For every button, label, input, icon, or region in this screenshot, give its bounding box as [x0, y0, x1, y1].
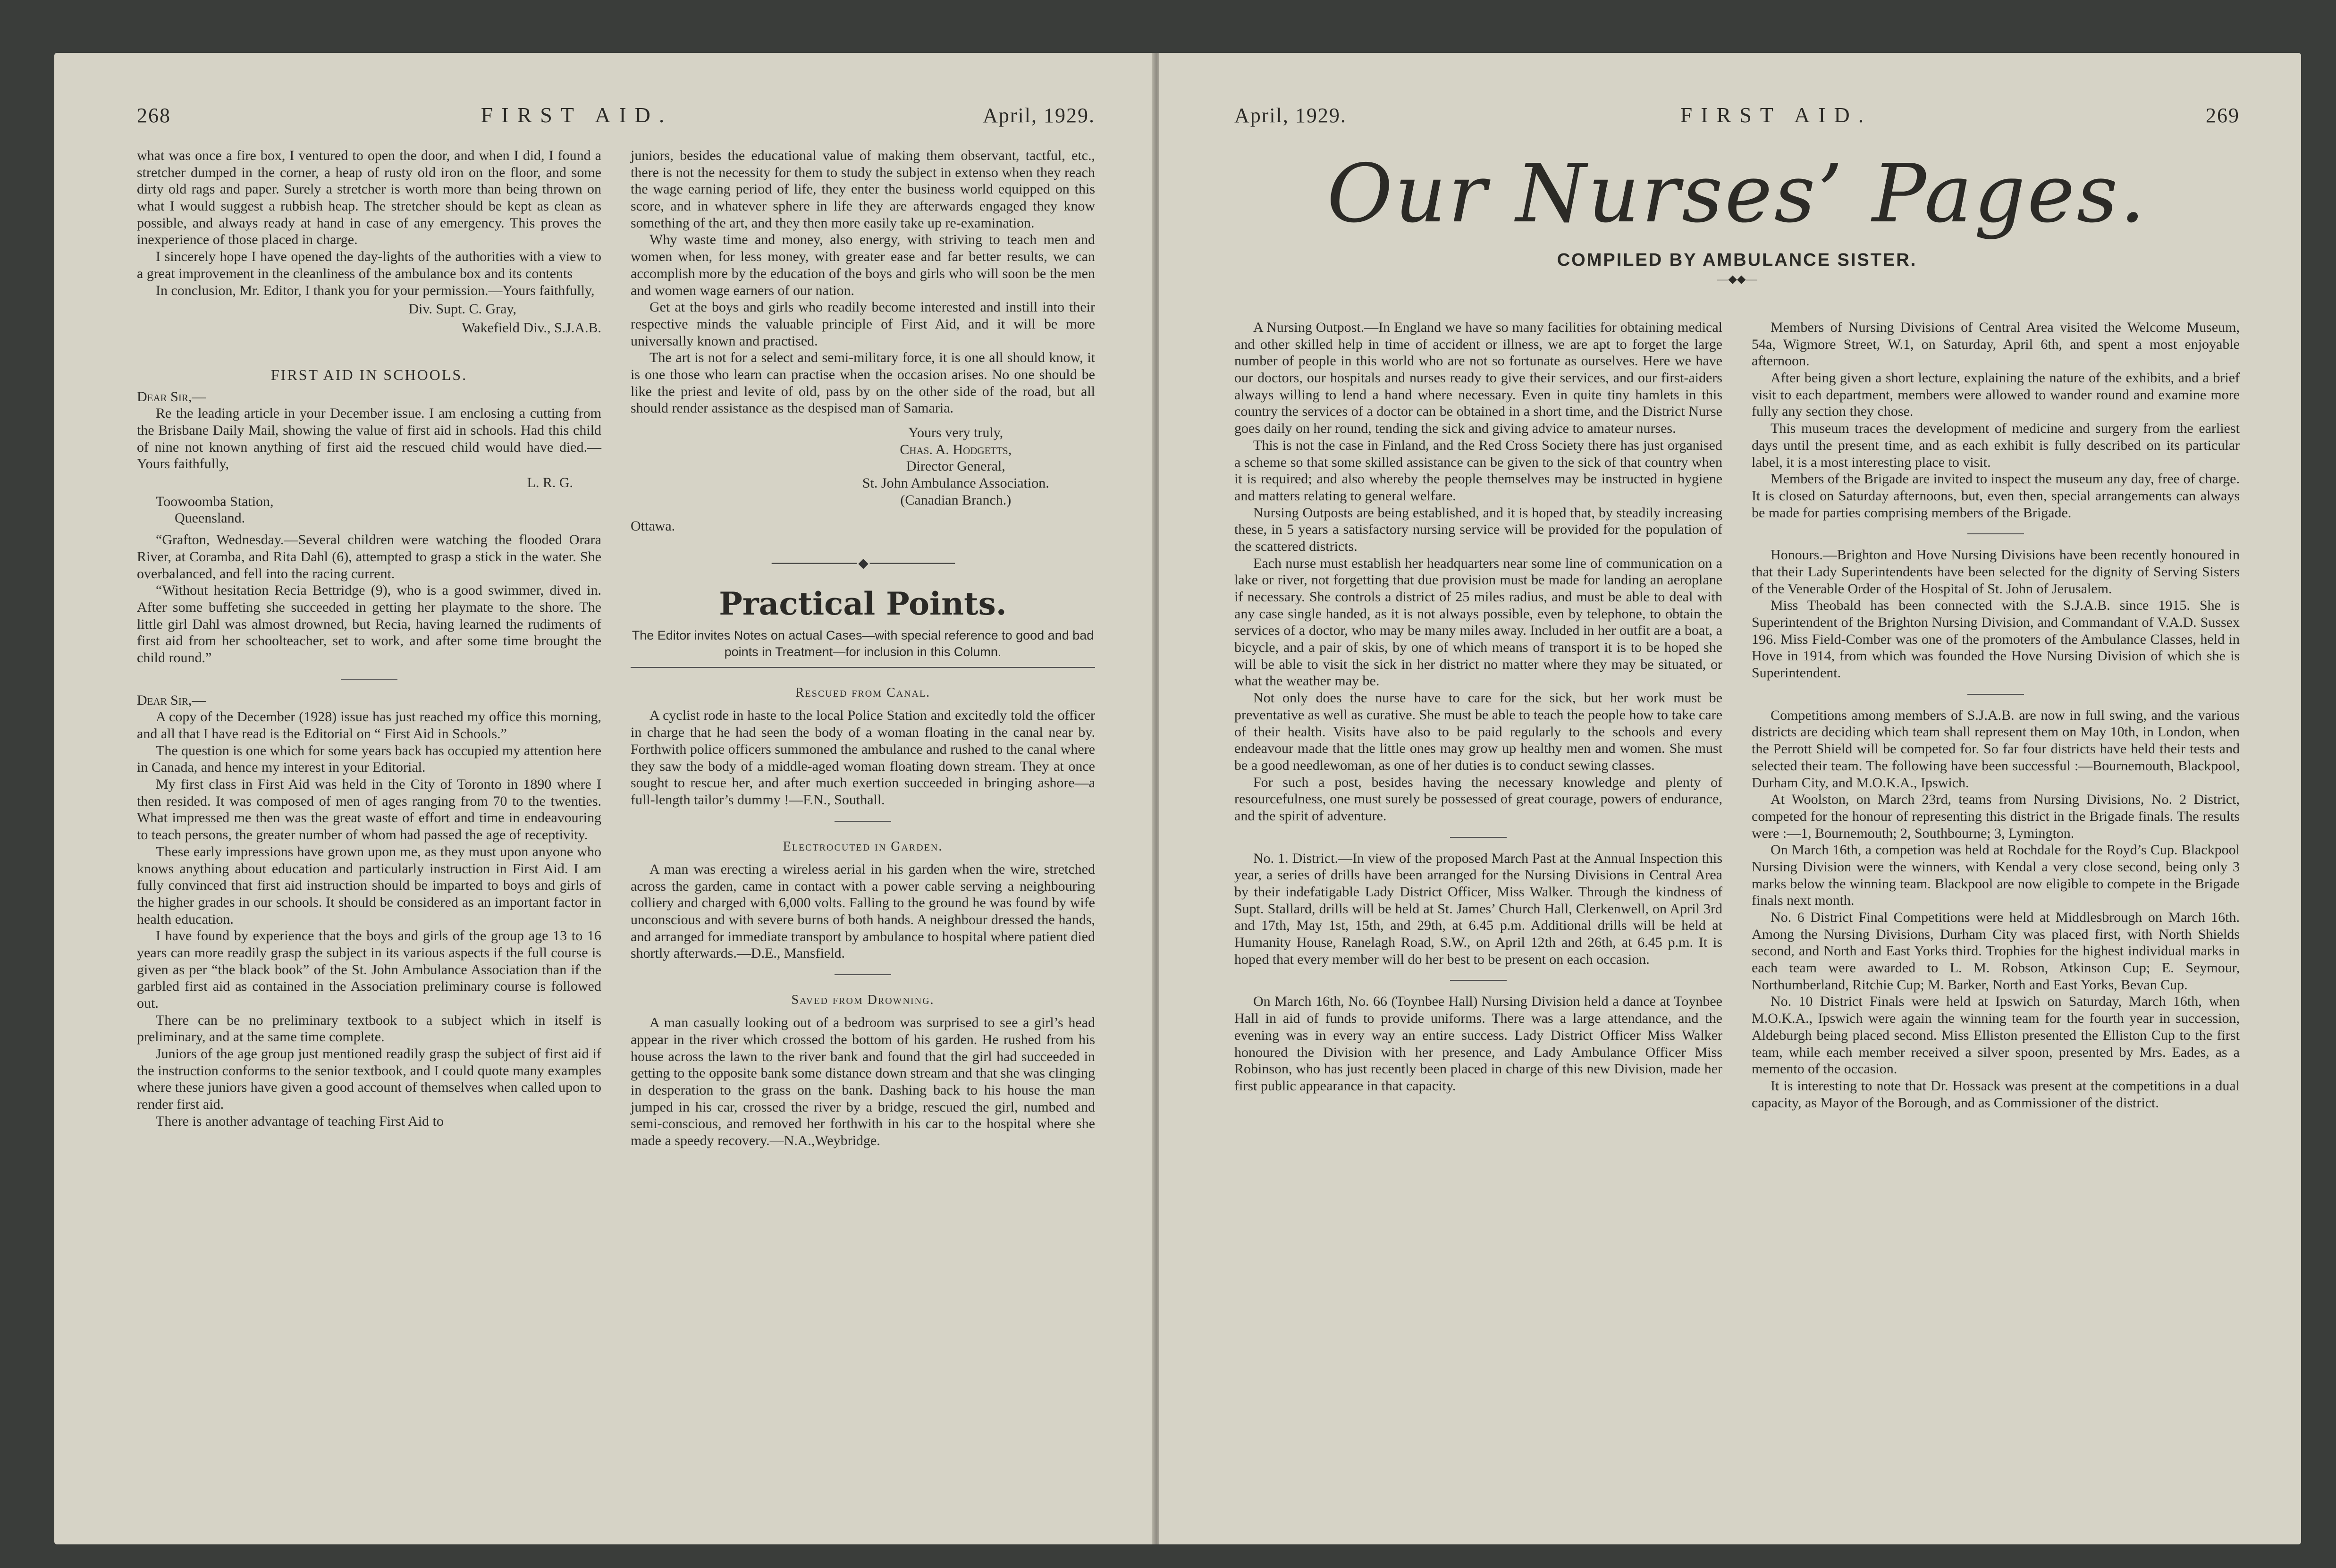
- divider: [835, 974, 891, 975]
- paragraph: juniors, besides the educational value of making them observant, tactful, etc., there is not the necessity for them to study the subject in extenso when they reach the wage earning period of life, they enter the business world equipped on this score, and in whatever sphere in life they are afterwards engaged they know something of the art, and they then more easily take up re-examination.: [631, 148, 1095, 231]
- page-title: Our Nurses’ Pages.: [1327, 147, 2147, 241]
- paragraph: A cyclist rode in haste to the local Police Station and excitedly told the officer in charge that he had seen the body of a woman floating in the canal near by. Forthwith police officers summoned the ambulance and rushed to the canal where they saw the body of a middle-aged woman floating down stream. They at once sought to rescue her, and after much exertion succeeded in bringing ashore—a full-length tailor’s dummy !—F.N., Southall.: [631, 708, 1095, 808]
- left-page: [54, 53, 1152, 1544]
- page-header: [1234, 102, 2240, 127]
- paragraph: No. 6 District Final Competitions were held at Middlesbrough on March 16th. Among the Nursing Divisions, Durham City was placed first, with North Shields second, and North and East Yorks third. Trophies for the highest individual marks in each team were awarded to L. M. Robson, Atkinson Cup; E. Seymour, Northumberland, Ritchie Cup; M. Barker, North and East Yorks, Bevan Cup.: [1752, 910, 2240, 993]
- divider: [1967, 694, 2024, 695]
- address-line: Toowoomba Station,: [156, 493, 274, 509]
- paragraph: Miss Theobald has been connected with the S.J.A.B. since 1915. She is Superintendent of the Brighton Nursing Division, and Commandant of V.A.D. Sussex 196. Miss Field-Comber was one of the promoters of the Ambulance Classes, held in Hove in 1914, from which was founded the Hove Nursing Division of which she is Superintendent.: [1752, 598, 2240, 681]
- paragraph: Members of Nursing Divisions of Central Area visited the Welcome Museum, 54a, Wigmore Street, W.1, on Saturday, April 6th, and spent a most enjoyable afternoon.: [1752, 320, 2240, 369]
- paragraph: At Woolston, on March 23rd, teams from Nursing Divisions, No. 2 District, competed for the honour of representing this district in the Brigade finals. The results were :—1, Bournemouth; 2, Southbourne; 3, Lymington.: [1752, 792, 2240, 841]
- paragraph: Juniors of the age group just mentioned readily grasp the subject of first aid if the instruction conforms to the senior textbook, and I could quote many examples where these juniors have given a good account of themselves when called upon to render first aid.: [137, 1046, 601, 1113]
- story-heading: Saved from Drowning.: [791, 993, 935, 1008]
- page-number: 268: [137, 104, 171, 127]
- paragraph: My first class in First Aid was held in the City of Toronto in 1890 where I then resided. It was composed of men of ages ranging from 70 to the twenties. What impressed me then was the great waste of effort and time in endeavouring to teach persons, the greater number of whom had passed the age of receptivity.: [137, 776, 601, 843]
- section-title: Practical Points.: [719, 585, 1007, 623]
- paragraph: Competitions among members of S.J.A.B. are now in full swing, and the various districts are deciding which team shall represent them on May 10th, in London, when the Perrott Shield will be competed for. So far four districts have held their tests and selected their team. The following have been successful :—Bournemouth, Blackpool, Durham City, and M.O.K.A., Ipswich.: [1752, 707, 2240, 791]
- signature-line: (Canadian Branch.): [900, 492, 1012, 508]
- paragraph: The question is one which for some years back has occupied my attention here in Canada, and hence my interest in your Editorial.: [137, 742, 601, 776]
- ornamental-divider: ────────── ◆ ──────────: [771, 556, 954, 571]
- paragraph: Nursing Outposts are being established, and it is hoped that, by steadily increasing these, in 5 years a satisfactory nursing service will be provided for the population of the scattered districts.: [1234, 505, 1722, 554]
- editor-note: The Editor invites Notes on actual Cases—with special reference to good and bad points in Treatment—for inclusion in this Column.: [631, 627, 1095, 668]
- story-heading: Rescued from Canal.: [795, 685, 931, 700]
- salutation: Dear Sir,—: [137, 388, 206, 405]
- paragraph: Honours.—Brighton and Hove Nursing Divisions have been recently honoured in that their Lady Superintendents have been selected for the dignity of Serving Sisters of the Venerable Order of the Hospital of St. John of Jerusalem.: [1752, 547, 2240, 597]
- section-title: FIRST AID IN SCHOOLS.: [270, 366, 468, 383]
- issue-date: April, 1929.: [1234, 104, 1347, 127]
- paragraph: I have found by experience that the boys and girls of the group age 13 to 16 years can more readily grasp the subject in its various aspects if the full course is given as per “the black book” of the St. John Ambulance Association than if the garbled first aid as contained in the Association preliminary course is followed out.: [137, 928, 601, 1012]
- signature-line: Director General,: [906, 458, 1005, 474]
- story-heading: Electrocuted in Garden.: [783, 839, 943, 854]
- paragraph: This museum traces the development of medicine and surgery from the earliest days until the present time, and as each exhibit is fully described on its particular label, it is a most interesting place to visit.: [1752, 421, 2240, 470]
- address-line: Queensland.: [175, 510, 245, 526]
- divider: [835, 821, 891, 822]
- right-page: [1159, 53, 2301, 1544]
- paragraph: This is not the case in Finland, and the Red Cross Society there has just organised a scheme so that some skilled assistance can be given to the sick of that country when it is required; and also whereby the people themselves may be instructed in hygiene and matters relating to general welfare.: [1234, 437, 1722, 504]
- page-number: 269: [2205, 104, 2240, 127]
- paragraph: A man casually looking out of a bedroom was surprised to see a girl’s head appear in the river which crossed the bottom of his garden. He rushed from his house across the lawn to the river bank and found that the girl had succeeded in getting to the opposite bank some distance down stream and that she was clinging in desperation to the grass on the bank. Dashing back to his house the man jumped in his car, crossed the river by a bridge, rescued the girl, numbed and semi-conscious, and removed her forthwith in his car to the hospital where she made a speedy recovery.—N.A.,Weybridge.: [631, 1015, 1095, 1149]
- page-header: [137, 102, 1095, 127]
- paragraph: There can be no preliminary textbook to a subject which in itself is preliminary, and at the same time complete.: [137, 1012, 601, 1045]
- paragraph: No. 1. District.—In view of the proposed March Past at the Annual Inspection this year, a series of drills have been arranged for the Nursing Divisions in Central Area by their indefatigable Lady District Officer, Miss Walker. Through the kindness of Supt. Stallard, drills will be held at St. James’ Church Hall, Clerkenwell, on April 3rd and 17th, May 1st, 15th, and 29th, at 6.45 p.m. Additional drills will be held at Humanity House, Ranelagh Road, S.W., on April 12th and 26th, at 6.45 p.m. It is hoped that every member will do her best to be present on each occasion.: [1234, 850, 1722, 967]
- signature: Wakefield Div., S.J.A.B.: [462, 320, 601, 336]
- issue-date: April, 1929.: [983, 104, 1095, 127]
- divider: [1450, 980, 1507, 981]
- left-column-2: [631, 147, 1095, 1149]
- right-column-2: [1752, 319, 2240, 1111]
- paragraph: In conclusion, Mr. Editor, I thank you for your permission.—Yours faithfully,: [156, 282, 595, 298]
- journal-title: FIRST AID.: [1680, 103, 1872, 127]
- paragraph: Re the leading article in your December issue. I am enclosing a cutting from the Brisbane Daily Mail, showing the value of first aid in schools. Had this child of nine not known anything of first aid the rescued child would have died.—Yours faithfully,: [137, 405, 601, 472]
- paragraph: For such a post, besides having the necessary knowledge and plenty of resourcefulness, one must surely be possessed of great courage, powers of endurance, and the spirit of adventure.: [1234, 774, 1722, 824]
- paragraph: Not only does the nurse have to care for the sick, but her work must be preventative as well as curative. She must be able to teach the people how to take care of their health. Visits have also to be paid regularly to the schools and every endeavour made that the little ones may grow up healthy men and women. She must be a good needlewoman, as one of her duties is to conduct sewing classes.: [1234, 690, 1722, 773]
- paragraph: A Nursing Outpost.—In England we have so many facilities for obtaining medical and other skilled help in time of accident or illness, we are apt to forget the large number of people in this world who are not so fortunate as ourselves. Here we have our doctors, our hospitals and nurses ready to give their services, and our first-aiders always willing to lend a hand where necessary. Even in quite tiny hamlets in this country the services of a doctor can be obtained in a short time, and the District Nurse goes daily on her round, tending the sick and giving advice to amateur nurses.: [1234, 320, 1722, 437]
- journal-title: FIRST AID.: [481, 103, 673, 127]
- signature: L. R. G.: [527, 475, 573, 491]
- quoted-paragraph: “Without hesitation Recia Bettridge (9), who is a good swimmer, dived in. After some buffeting she succeeded in getting her playmate to the shore. The little girl Dahl was almost drowned, but Recia, having learned the rudiments of first aid from her schoolteacher, set to work, and after some time brought the child round.”: [137, 582, 601, 666]
- paragraph: On March 16th, No. 66 (Toynbee Hall) Nursing Division held a dance at Toynbee Hall in aid of funds to provide uniforms. There was a large attendance, and the evening was in every way an entire success. Lady District Officer Miss Walker honoured the Division with her presence, and Lady Ambulance Officer Miss Robinson, who has just recently been placed in charge of this new Division, made her first public appearance in that capacity.: [1234, 994, 1722, 1094]
- divider: [341, 679, 397, 680]
- paragraph: what was once a fire box, I ventured to open the door, and when I did, I found a stretcher dumped in the corner, a heap of rusty old iron on the floor, and some dirty old rags and paper. Surely a stretcher is worth more than being thrown on what I would suggest a rubbish heap. The stretcher should be kept as clean as possible, and always ready at hand in case of any emergency. This proves the inexperience of those placed in charge.: [137, 148, 601, 248]
- ornament-icon: —◆◆—: [1717, 273, 1757, 286]
- paragraph: I sincerely hope I have opened the day-lights of the authorities with a view to a great improvement in the cleanliness of the ambulance box and its contents: [137, 249, 601, 281]
- byline: COMPILED BY AMBULANCE SISTER.: [1557, 250, 1917, 270]
- quoted-paragraph: “Grafton, Wednesday.—Several children were watching the flooded Orara River, at Coramba, and Rita Dahl (6), attempted to grasp a stick in the water. She overbalanced, and fell into the racing current.: [137, 532, 601, 582]
- paragraph: Why waste time and money, also energy, with striving to teach men and women when, for less money, with greater ease and far better results, we can accomplish more by the education of the boys and girls who will soon be the men and women wage earners of our nation.: [631, 232, 1095, 298]
- paragraph: A copy of the December (1928) issue has just reached my office this morning, and all that I have read is the Editorial on “ First Aid in Schools.”: [137, 709, 601, 742]
- paragraph: No. 10 District Finals were held at Ipswich on Saturday, March 16th, when M.O.K.A., Ipswich were again the winning team for the fourth year in succession, Aldeburgh being placed second. Miss Elliston presented the Elliston Cup to the first team, while each member received a silver spoon, presented by Mrs. Eades, as a memento of the occasion.: [1752, 994, 2240, 1077]
- paragraph: These early impressions have grown upon me, as they must upon anyone who knows anything about education and particularly instruction in First Aid. I am fully convinced that first aid instruction should be imparted to boys and girls of the higher grades in our schools. It should be considered as an important factor in health education.: [137, 843, 601, 927]
- left-column-1: [137, 147, 601, 1149]
- signature-block: [817, 424, 1095, 508]
- paragraph: Get at the boys and girls who readily become interested and instill into their respective minds the valuable principle of First Aid, and it will be more universally known and practised.: [631, 299, 1095, 349]
- paragraph: On March 16th, a competion was held at Rochdale for the Royd’s Cup. Blackpool Nursing Division were the winners, with Kendal a very close second, being only 3 marks below the winning team. Blackpool are now eligible to compete in the Brigade finals next month.: [1752, 842, 2240, 909]
- signature: Div. Supt. C. Gray,: [408, 301, 516, 317]
- right-column-1: [1234, 319, 1722, 1111]
- paragraph: After being given a short lecture, explaining the nature of the exhibits, and a brief visit to each department, members were allowed to wander round and examine more fully any section they chose.: [1752, 370, 2240, 420]
- paragraph: Members of the Brigade are invited to inspect the museum any day, free of charge. It is closed on Saturday afternoons, but, even then, special arrangements can always be made for parties comprising members of the Brigade.: [1752, 471, 2240, 521]
- signature-line: Yours very truly,: [908, 425, 1004, 440]
- signature-line: Chas. A. Hodgetts,: [900, 441, 1012, 457]
- paragraph: The art is not for a select and semi-military force, it is one all should know, it is one those who learn can practise when the occasion arises. No one should be like the priest and levite of old, pass by on the other side of the road, but all should render assistance as the despised man of Samaria.: [631, 350, 1095, 416]
- divider: [1967, 533, 2024, 534]
- paragraph: There is another advantage of teaching First Aid to: [156, 1113, 444, 1129]
- place-line: Ottawa.: [631, 518, 675, 534]
- divider: [1450, 837, 1507, 838]
- paragraph: A man was erecting a wireless aerial in his garden when the wire, stretched across the garden, came in contact with a power cable serving a neighbouring colliery and charged with 6,000 volts. Falling to the ground he was found by wife unconscious and with severe burns of both hands. A neighbour dressed the hands, and arranged for immediate transport by ambulance to hospital where patient died shortly afterwards.—D.E., Mansfield.: [631, 861, 1095, 961]
- signature-line: St. John Ambulance Association.: [862, 475, 1049, 491]
- paragraph: Each nurse must establish her headquarters near some line of communication on a lake or river, not forgetting that due provision must be made for landing an aeroplane if necessary. She controls a district of 25 miles radius, and must be able to deal with any case single handed, as it is not always possible, even by telephone, to obtain the services of a doctor, who may be many miles away. Included in her outfit are a boat, a bicycle, and a pair of skis, by one of which means of transport it is to be hoped she will be able to visit the sick in her district no matter where they may be situated, or what the weather may be.: [1234, 555, 1722, 689]
- paragraph: It is interesting to note that Dr. Hossack was present at the competitions in a dual capacity, as Mayor of the Borough, and as Commissioner of the district.: [1752, 1078, 2240, 1111]
- salutation: Dear Sir,—: [137, 692, 206, 708]
